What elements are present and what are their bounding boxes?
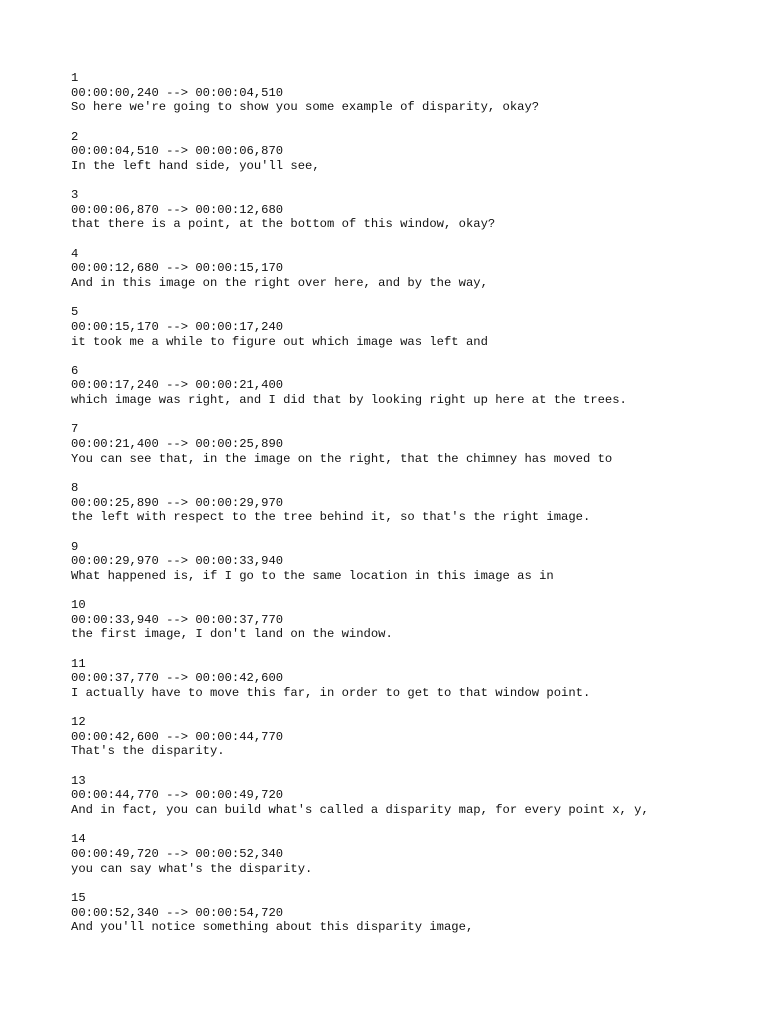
subtitle-cue: [71, 540, 751, 584]
cue-text: In the left hand side, you'll see,: [71, 158, 320, 173]
subtitle-cue: [71, 247, 751, 291]
cue-text: You can see that, in the image on the right, that the chimney has moved to: [71, 451, 613, 466]
cue-index: 14: [71, 832, 86, 847]
subtitle-cue: [71, 305, 751, 349]
cue-index: 10: [71, 598, 86, 613]
subtitle-document: [71, 71, 751, 949]
cue-text: That's the disparity.: [71, 744, 225, 759]
subtitle-cue: [71, 422, 751, 466]
cue-text: What happened is, if I go to the same location in this image as in: [71, 568, 554, 583]
subtitle-cue: [71, 364, 751, 408]
subtitle-cue: [71, 481, 751, 525]
cue-timing: 00:00:42,600 --> 00:00:44,770: [71, 729, 284, 744]
cue-timing: 00:00:52,340 --> 00:00:54,720: [71, 905, 284, 920]
cue-timing: 00:00:33,940 --> 00:00:37,770: [71, 612, 284, 627]
cue-index: 2: [71, 129, 79, 144]
cue-index: 4: [71, 246, 79, 261]
cue-timing: 00:00:15,170 --> 00:00:17,240: [71, 319, 284, 334]
cue-index: 3: [71, 188, 79, 203]
cue-text: So here we're going to show you some example of disparity, okay?: [71, 100, 540, 115]
cue-index: 8: [71, 480, 79, 495]
cue-timing: 00:00:12,680 --> 00:00:15,170: [71, 261, 284, 276]
cue-text: the first image, I don't land on the window.: [71, 627, 393, 642]
subtitle-cue: [71, 71, 751, 115]
subtitle-cue: [71, 715, 751, 759]
cue-text: And you'll notice something about this disparity image,: [71, 920, 474, 935]
cue-timing: 00:00:06,870 --> 00:00:12,680: [71, 202, 284, 217]
cue-index: 6: [71, 363, 79, 378]
subtitle-cue: [71, 891, 751, 935]
subtitle-cue: [71, 188, 751, 232]
cue-index: 12: [71, 715, 86, 730]
cue-text: I actually have to move this far, in order to get to that window point.: [71, 685, 591, 700]
cue-timing: 00:00:37,770 --> 00:00:42,600: [71, 671, 284, 686]
cue-text: it took me a while to figure out which image was left and: [71, 334, 488, 349]
cue-text: And in fact, you can build what's called a disparity map, for every point x, y,: [71, 803, 649, 818]
subtitle-cue: [71, 598, 751, 642]
cue-text: you can say what's the disparity.: [71, 861, 313, 876]
cue-index: 7: [71, 422, 79, 437]
cue-index: 13: [71, 773, 86, 788]
subtitle-cue: [71, 774, 751, 818]
cue-index: 9: [71, 539, 79, 554]
cue-text: which image was right, and I did that by looking right up here at the trees.: [71, 393, 627, 408]
cue-text: And in this image on the right over here, and by the way,: [71, 275, 488, 290]
cue-index: 15: [71, 890, 86, 905]
cue-index: 5: [71, 305, 79, 320]
cue-timing: 00:00:04,510 --> 00:00:06,870: [71, 144, 284, 159]
cue-text: that there is a point, at the bottom of this window, okay?: [71, 217, 496, 232]
cue-index: 11: [71, 656, 86, 671]
cue-timing: 00:00:21,400 --> 00:00:25,890: [71, 437, 284, 452]
cue-index: 1: [71, 71, 79, 85]
subtitle-cue: [71, 832, 751, 876]
cue-timing: 00:00:17,240 --> 00:00:21,400: [71, 378, 284, 393]
subtitle-cue: [71, 657, 751, 701]
cue-timing: 00:00:25,890 --> 00:00:29,970: [71, 495, 284, 510]
cue-timing: 00:00:49,720 --> 00:00:52,340: [71, 846, 284, 861]
cue-timing: 00:00:29,970 --> 00:00:33,940: [71, 554, 284, 569]
cue-timing: 00:00:00,240 --> 00:00:04,510: [71, 85, 284, 100]
subtitle-cue: [71, 130, 751, 174]
cue-timing: 00:00:44,770 --> 00:00:49,720: [71, 788, 284, 803]
cue-text: the left with respect to the tree behind it, so that's the right image.: [71, 510, 591, 525]
